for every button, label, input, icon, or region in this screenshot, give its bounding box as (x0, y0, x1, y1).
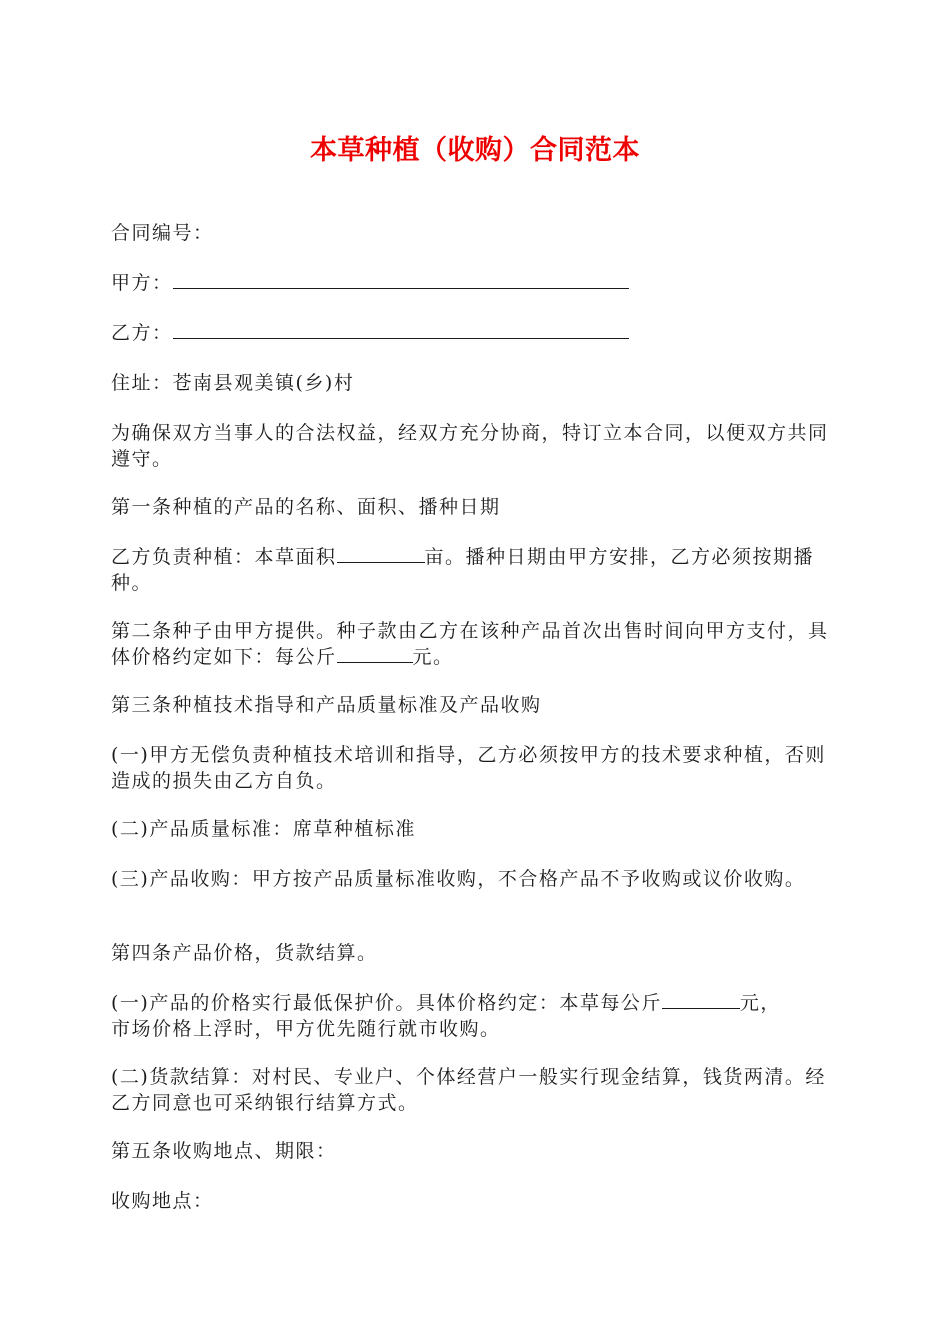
article-3-title: 第三条种植技术指导和产品质量标准及产品收购 (111, 694, 542, 716)
article-3-clause-2: (二)产品质量标准：席草种植标准 (111, 818, 416, 840)
article-4-clause-1-line-1 (111, 990, 841, 1016)
party-b-line (111, 320, 841, 346)
article-4-clause-1-unit: 元， (739, 992, 781, 1014)
address-line: 住址：苍南县观美镇(乡)村 (111, 372, 355, 394)
article-2-text-start: 第二条种子由甲方提供。种子款由乙方在该种产品首次出售时间向甲方支付，具体价格约定如下：每公斤 (111, 620, 829, 668)
article-3-clause-3: (三)产品收购：甲方按产品质量标准收购，不合格产品不予收购或议价收购。 (111, 868, 806, 890)
article-1-text-start: 乙方负责种植：本草面积 (111, 546, 337, 568)
article-4-clause-2: (二)货款结算：对村民、专业户、个体经营户一般实行现金结算，钱货两清。经乙方同意也可采纳银行结算方式。 (111, 1066, 826, 1114)
article-4-clause-1-start: (一)产品的价格实行最低保护价。具体价格约定：本草每公斤 (111, 992, 662, 1014)
party-b-label: 乙方： (111, 322, 173, 344)
contract-number-line (111, 220, 841, 246)
article-3-clause-1: (一)甲方无偿负责种植技术培训和指导，乙方必须按甲方的技术要求种植，否则造成的损失由乙方自负。 (111, 744, 826, 792)
article-4-clause-1 (111, 990, 841, 1042)
purchase-place-line: 收购地点： (111, 1190, 214, 1212)
article-2-text-end: 元。 (412, 646, 454, 668)
party-a-label: 甲方： (111, 272, 173, 294)
article-1-title: 第一条种植的产品的名称、面积、播种日期 (111, 496, 501, 518)
contract-number-label: 合同编号： (111, 222, 214, 244)
party-a-blank (173, 270, 629, 289)
intro-paragraph: 为确保双方当事人的合法权益，经双方充分协商，特订立本合同，以便双方共同遵守。 (111, 422, 829, 470)
document-title: 本草种植（收购）合同范本 (310, 135, 640, 166)
article-4-title: 第四条产品价格，货款结算。 (111, 942, 378, 964)
seed-price-blank (337, 644, 413, 663)
product-price-blank (662, 990, 740, 1009)
article-4-clause-1-line-2: 市场价格上浮时，甲方优先随行就市收购。 (111, 1018, 501, 1040)
article-5-title: 第五条收购地点、期限： (111, 1140, 337, 1162)
party-b-blank (173, 320, 629, 339)
article-1-text (111, 544, 841, 596)
article-2-text (111, 618, 841, 670)
area-blank (337, 544, 425, 563)
article-1-text-end: 亩。播种日期由甲方安排，乙方必须按期播种。 (111, 546, 815, 594)
party-a-line (111, 270, 841, 296)
